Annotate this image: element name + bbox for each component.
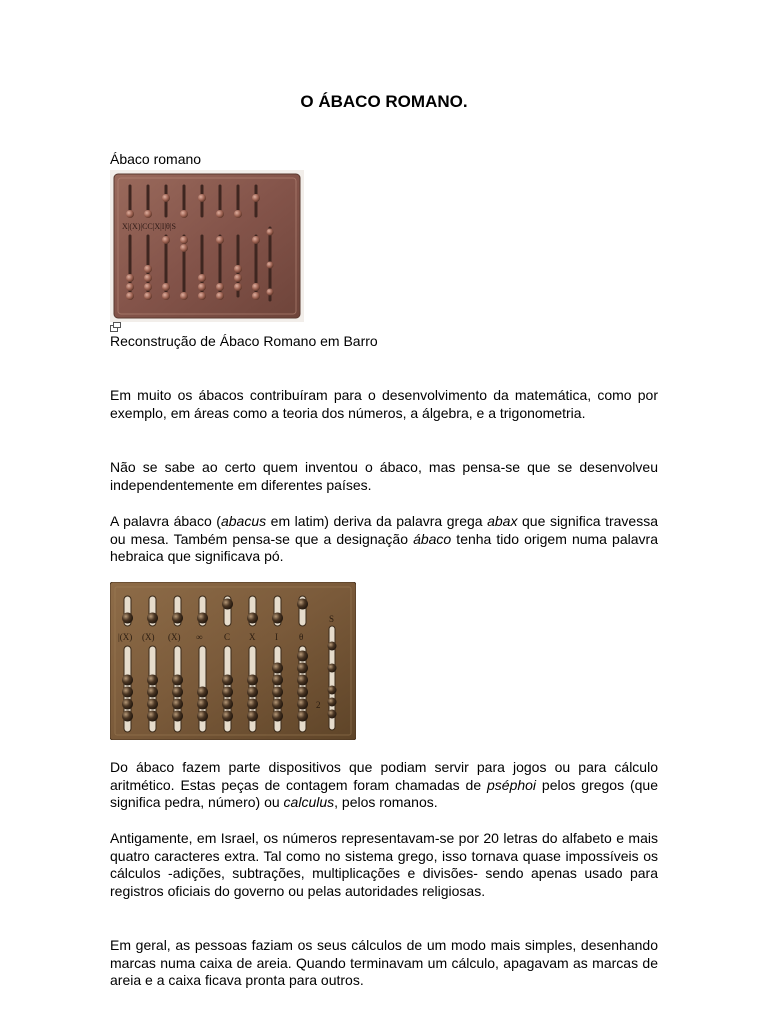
bronze-marking-8: θ <box>299 632 304 642</box>
bronze-marking-6: X <box>249 632 256 642</box>
bronze-marking-3: (X) <box>168 632 181 642</box>
abacus-clay-markings: X|(X)|CC|X|I|θ|S <box>122 222 176 231</box>
image-caption-bottom: Reconstrução de Ábaco Romano em Barro <box>110 333 378 349</box>
paragraph-2: Não se sabe ao certo quem inventou o ábaco, mas pensa-se que se desenvolveu independentemente em diferentes países. <box>110 459 658 493</box>
bronze-marking-1: |(X) <box>118 632 133 642</box>
emphasis-psephoi: pséphoi <box>487 776 537 793</box>
bronze-marking-2: (X) <box>142 632 155 642</box>
bronze-marking-7: I <box>275 632 278 642</box>
emphasis-abax: abax <box>487 513 518 529</box>
emphasis-abaco: ábaco <box>413 530 452 547</box>
paragraph-3: A palavra ábaco (abacus em latim) deriva da palavra grega abax que significa travessa ou mesa. Também pensa-se que a designação ábaco tenha tido origem numa palavra hebraica que significava pó. <box>110 513 658 564</box>
abacus-bronze-image <box>110 582 356 740</box>
emphasis-abacus: abacus <box>220 513 267 529</box>
paragraph-1: Em muito os ábacos contribuíram para o desenvolvimento da matemática, como por exemplo, em áreas como a teoria dos números, a álgebra, e a trigonometria. <box>110 387 658 421</box>
abacus-clay-image <box>110 170 304 322</box>
bronze-side-digit: 2 <box>316 700 321 710</box>
bronze-marking-5: C <box>224 632 231 642</box>
paragraph-6: Em geral, as pessoas faziam os seus cálculos de um modo mais simples, desenhando marcas numa caixa de areia. Quando terminavam um cálculo, apagavam as marcas de areia e a caixa ficava pronta para outros. <box>110 937 658 988</box>
anchor-icon <box>110 322 122 332</box>
emphasis-calculus: calculus <box>283 794 335 810</box>
paragraph-4: Do ábaco fazem parte dispositivos que podiam servir para jogos ou para cálculo aritmético. Estas peças de contagem foram chamadas de pséphoi pelos gregos (que significa pedra, número) ou calculus, pelos romanos. <box>110 759 658 810</box>
image-caption-top: Ábaco romano <box>110 151 202 167</box>
bronze-marking-4: ∞ <box>196 632 203 642</box>
page-title: O ÁBACO ROMANO. <box>300 92 468 111</box>
bronze-marking-9: S <box>329 614 335 624</box>
paragraph-5: Antigamente, em Israel, os números representavam-se por 20 letras do alfabeto e mais quatro caracteres extra. Tal como no sistema grego, isso tornava quase impossíveis os cálculos -adições, subtrações, multiplicações e divisões- sendo apenas usado para registros oficiais do governo ou pelas autoridades religiosas. <box>110 830 658 899</box>
